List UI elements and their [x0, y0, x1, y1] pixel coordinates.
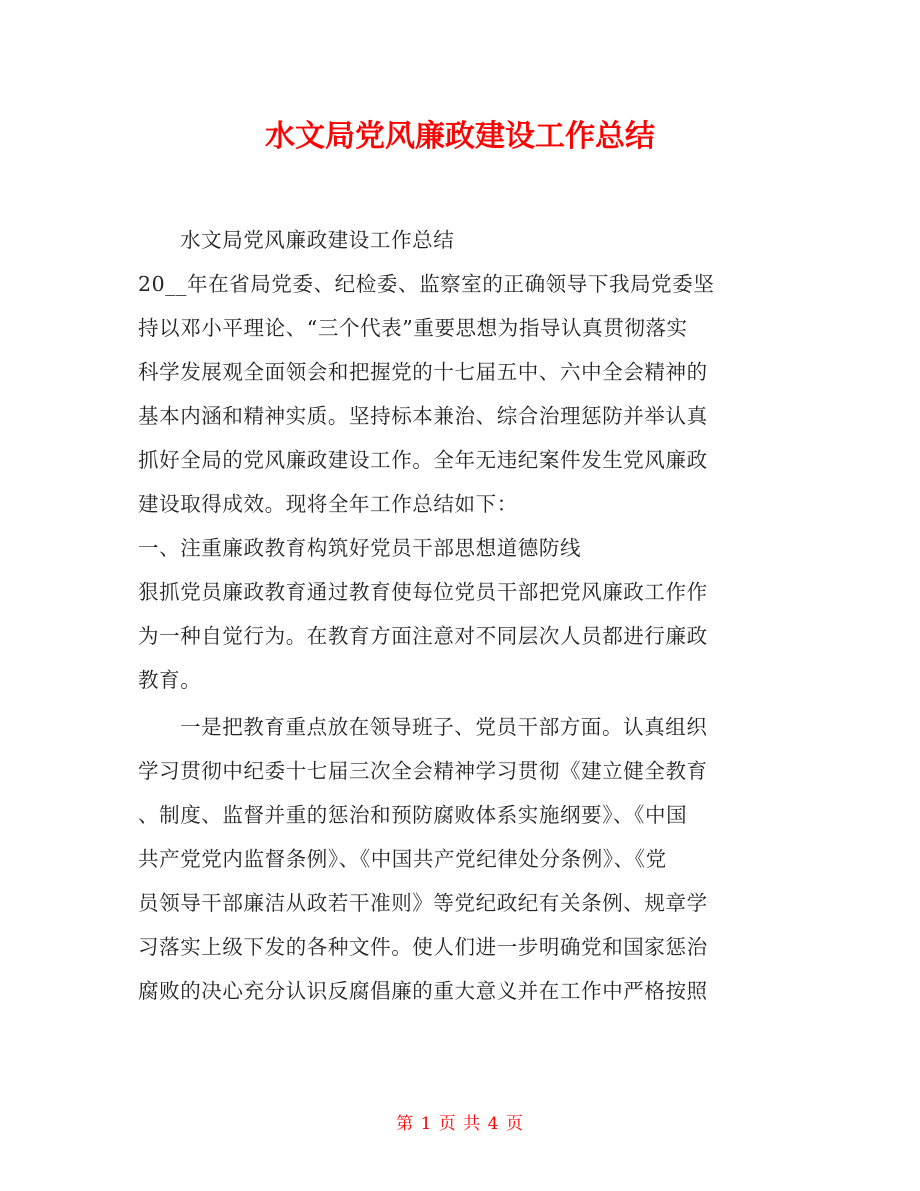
paragraph-line: 共产党党内监督条例》、《中国共产党纪律处分条例》、《党: [138, 847, 667, 871]
subtitle-line: 水文局党风廉政建设工作总结: [180, 228, 455, 252]
paragraph-line: 一是把教育重点放在领导班子、党员干部方面。认真组织: [180, 715, 708, 739]
paragraph-line: 科学发展观全面领会和把握党的十七届五中、六中全会精神的: [138, 360, 708, 384]
paragraph-line: 基本内涵和精神实质。坚持标本兼治、综合治理惩防并举认真: [138, 404, 708, 428]
paragraph-line: 抓好全局的党风廉政建设工作。全年无违纪案件发生党风廉政: [138, 448, 708, 472]
paragraph-line: 、制度、监督并重的惩治和预防腐败体系实施纲要》、《中国: [138, 803, 688, 827]
paragraph-line: 建设取得成效。现将全年工作总结如下：: [138, 492, 518, 516]
paragraph-line: 腐败的决心充分认识反腐倡廉的重大意义并在工作中严格按照: [138, 979, 708, 1003]
section-heading: 一、注重廉政教育构筑好党员干部思想道德防线: [138, 536, 582, 560]
paragraph-line: 习落实上级下发的各种文件。使人们进一步明确党和国家惩治: [138, 935, 708, 959]
paragraph-line: 20__年在省局党委、纪检委、监察室的正确领导下我局党委坚: [138, 272, 715, 296]
page-number-footer: 第 1 页 共 4 页: [396, 1114, 524, 1134]
paragraph-line: 学习贯彻中纪委十七届三次全会精神学习贯彻《建立健全教育: [138, 759, 708, 783]
paragraph-line: 持以邓小平理论、“三个代表”重要思想为指导认真贯彻落实: [138, 316, 688, 340]
paragraph-line: 为一种自觉行为。在教育方面注意对不同层次人员都进行廉政: [138, 624, 708, 648]
paragraph-line: 狠抓党员廉政教育通过教育使每位党员干部把党风廉政工作作: [138, 580, 708, 604]
document-title: 水文局党风廉政建设工作总结: [265, 119, 655, 154]
paragraph-line: 教育。: [138, 668, 202, 692]
paragraph-line: 员领导干部廉洁从政若干准则》等党纪政纪有关条例、规章学: [138, 891, 708, 915]
